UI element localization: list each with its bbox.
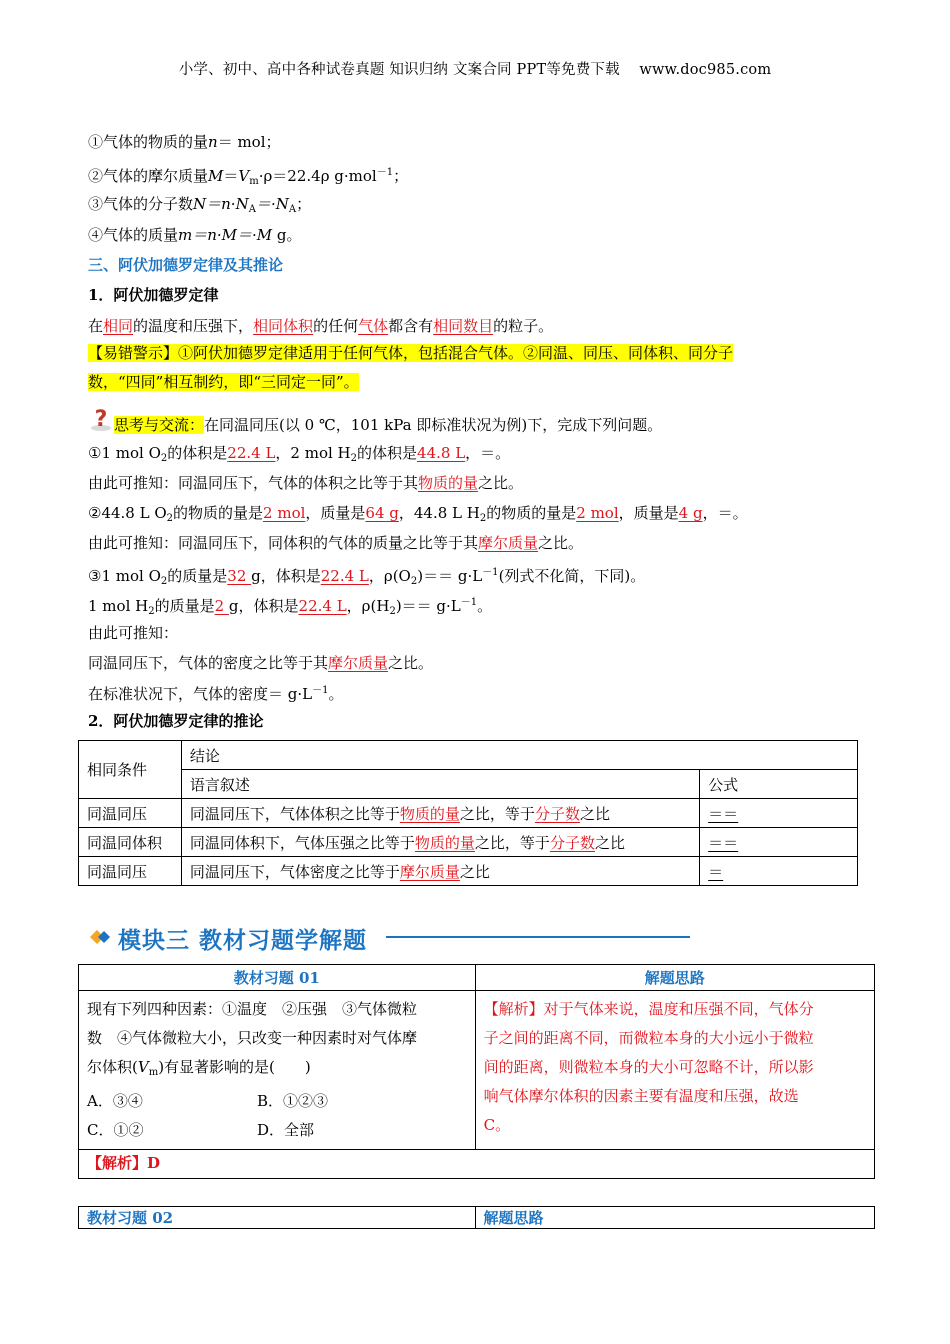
question-4: 1 mol $H_2$的质量是2 g，体积是22.4 L，$\rho(H_2)== g\cdot L^{-1}$。 (88, 597, 493, 617)
exercise-01-question: 现有下列四种因素：①温度 ②压强 ③气体微粒 数 ④气体微粒大小，只改变一种因素时对气体摩 尔体积$(V_m)$有显著影响的是( ) A．③④ B．①②③ C．①② D．全部 (79, 991, 476, 1150)
solution-text: 【解析】对于气体来说，温度和压强不同，气体分 子之间的距离不同，而微粒本身的大小远小于微粒 间的距离，则微粒本身的大小可忽略不计，所以影 响气体摩尔体积的因素主要有温度和压强，故选 C。 (475, 991, 874, 1150)
table-row: 同温同体积 同温同体积下，气体压强之比等于物质的量之比，等于分子数之比 ＝＝ (79, 828, 858, 857)
conclusion-3: 由此可推知： (88, 624, 179, 642)
exercise-01-answer: 【解析】D (79, 1150, 875, 1179)
question-icon (88, 407, 114, 434)
option-c: C．①② (87, 1121, 144, 1139)
question-3: ③1 mol $O_2$的质量是32 g，体积是22.4 L，$\rho(O_2)== g\cdot L^{-1}$(列式不化简，下同)。 (88, 567, 646, 587)
question-2: ②44.8 L $O_2$的物质的量是2 mol，质量是64 g，44.8 L $H_2$的物质的量是2 mol，质量是4 g，＝。 (88, 504, 748, 524)
corollary-table (78, 740, 858, 886)
exercise-01-title: 教材习题 01 (79, 965, 476, 991)
formula-moles: ①气体的物质的量n＝ mol； (88, 133, 281, 151)
exercise-02-table (78, 1206, 875, 1229)
header-formula: 公式 (700, 770, 858, 799)
warning-line-1: 【易错警示】①阿伏加德罗定律适用于任何气体，包括混合气体。②同温、同压、同体积、同分子 (88, 344, 734, 362)
module-divider (386, 936, 690, 938)
formula-molar-mass: ②气体的摩尔质量$M=V_m\cdot\rho=22.4\rho$ g·mol$^{-1}$； (88, 167, 409, 187)
table-row: 同温同压 同温同压下，气体体积之比等于物质的量之比，等于分子数之比 ＝＝ (79, 799, 858, 828)
solution-02-title: 解题思路 (475, 1207, 875, 1229)
formula-mass: ④气体的质量m＝n·M＝·M g。 (88, 226, 302, 244)
option-a: A．③④ (87, 1092, 143, 1110)
formula-molecule-count: ③气体的分子数$N=n\cdot N_A=\cdot N_A$； (88, 195, 312, 215)
svg-text:?: ? (94, 407, 108, 432)
conclusion-4: 同温同压下，气体的密度之比等于其摩尔质量之比。 (88, 654, 434, 672)
table-row: 同温同压 同温同压下，气体密度之比等于摩尔质量之比 ＝ (79, 857, 858, 886)
option-b: B．①②③ (257, 1092, 329, 1110)
module-banner (88, 920, 708, 954)
conclusion-2: 由此可推知：同温同压下，同体积的气体的质量之比等于其摩尔质量之比。 (88, 534, 584, 552)
question-1: ①1 mol $O_2$的体积是22.4 L，2 mol $H_2$的体积是44.8 L，＝。 (88, 444, 511, 464)
module-title: 模块三 教材习题学解题 (118, 928, 368, 954)
exercise-01-table (78, 964, 875, 1179)
header-conclusion: 结论 (181, 741, 857, 770)
warning-line-2: 数，“四同”相互制约，即“三同定一同”。 (88, 373, 359, 391)
solution-title: 解题思路 (475, 965, 874, 991)
think-discuss: ? 思考与交流：在同温同压(以 0 ℃，101 kPa 即标准状况为例)下，完成下列问题。 (88, 412, 662, 435)
section-title: 三、阿伏加德罗定律及其推论 (88, 256, 284, 274)
corollary-heading: 2．阿伏加德罗定律的推论 (88, 712, 264, 730)
page-header: 小学、初中、高中各种试卷真题 知识归纳 文案合同 PPT等免费下载 www.doc985.com (178, 62, 772, 78)
exercise-02-title: 教材习题 02 (79, 1207, 476, 1229)
option-d: D．全部 (257, 1121, 315, 1139)
header-statement: 语言叙述 (181, 770, 699, 799)
law-heading: 1．阿伏加德罗定律 (88, 286, 219, 304)
conclusion-1: 由此可推知：同温同压下，气体的体积之比等于其物质的量之比。 (88, 474, 524, 492)
law-statement: 在相同的温度和压强下，相同体积的任何气体都含有相同数目的粒子。 (88, 317, 554, 335)
header-condition: 相同条件 (79, 741, 182, 799)
diamond-icon (88, 926, 114, 948)
conclusion-5: 在标准状况下，气体的密度＝ $g\cdot L^{-1}$。 (88, 685, 344, 703)
